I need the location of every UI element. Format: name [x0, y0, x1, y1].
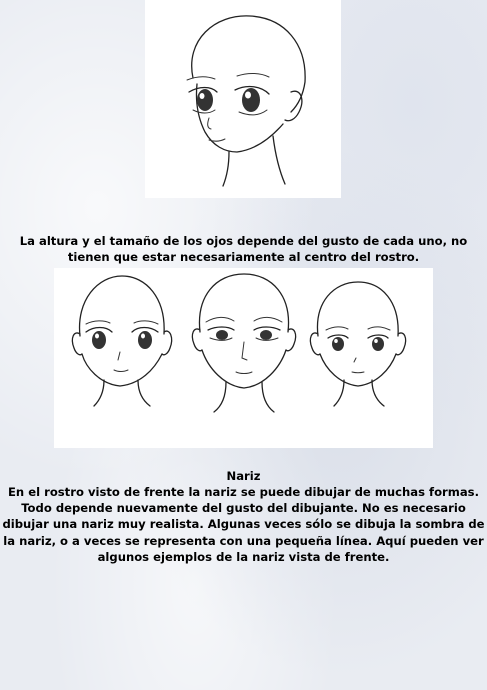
front-head-2 [192, 274, 295, 412]
nose-section [0, 468, 487, 565]
three-front-heads-drawing [54, 268, 433, 448]
front-head-1 [72, 276, 171, 406]
head-three-quarter-drawing [145, 0, 341, 198]
head-three-quarter-illustration [145, 0, 341, 198]
front-head-3 [310, 282, 405, 406]
eyes-caption: La altura y el tamaño de los ojos depende del gusto de cada uno, no tienen que estar necesariamente al centro del rostro. [19, 234, 468, 264]
nose-heading: Nariz [226, 469, 261, 483]
nose-body-text: En el rostro visto de frente la nariz se puede dibujar de muchas formas. Todo depende nuevamente del gusto del dibujante. No es necesario dibujar una nariz muy realista. Algunas veces sólo se dibuja la sombra de la nariz, o a veces se representa con una pequeña línea. Aquí pueden ver algunos ejemplos de la nariz vista de frente. [2, 485, 485, 564]
three-front-heads-illustration [54, 268, 433, 448]
